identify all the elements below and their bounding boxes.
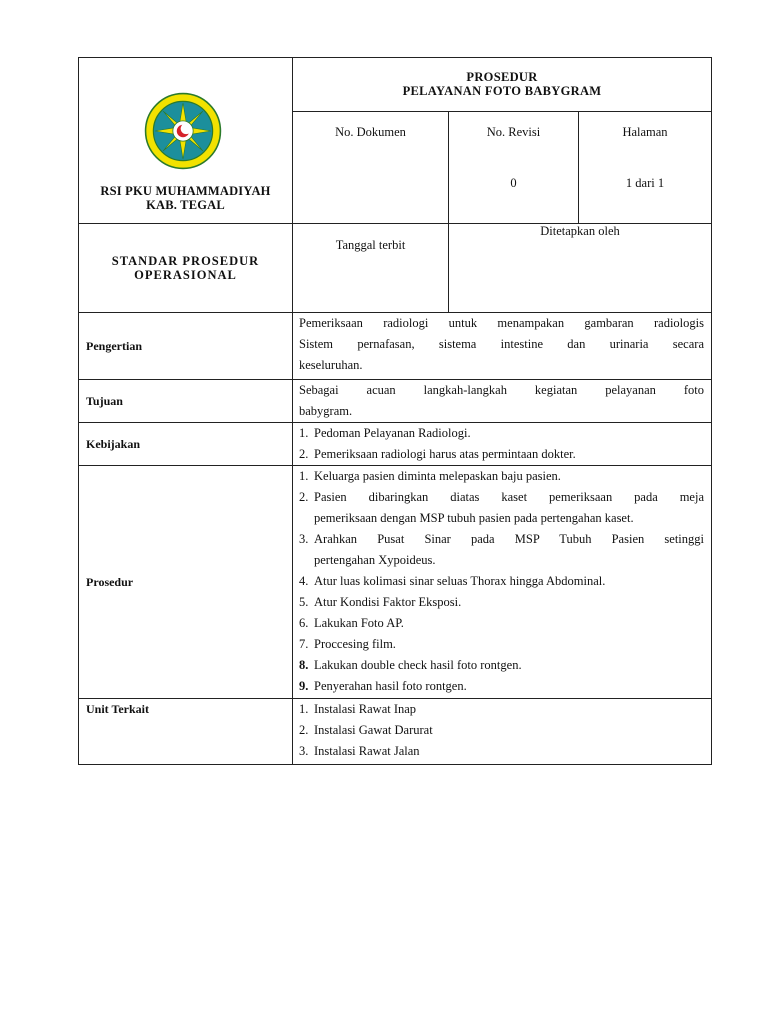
no-revisi-value: 0 xyxy=(510,176,517,190)
list-text: Pedoman Pelayanan Radiologi. xyxy=(314,426,471,440)
tujuan-label: Tujuan xyxy=(79,380,293,423)
kebijakan-content xyxy=(293,423,712,466)
list-item xyxy=(299,529,704,571)
list-text-line: pemeriksaan dengan MSP tubuh pasien pada pertengahan kaset. xyxy=(314,511,634,525)
prosedur-label: Prosedur xyxy=(79,466,293,699)
tujuan-line: babygram. xyxy=(299,404,353,418)
document-title xyxy=(293,58,712,112)
list-text: Lakukan Foto AP. xyxy=(314,616,404,630)
list-item xyxy=(299,676,704,697)
list-number: 3. xyxy=(299,532,309,546)
hospital-logo-cell xyxy=(79,58,293,224)
no-dokumen-label: No. Dokumen xyxy=(335,125,406,139)
sop-content-table xyxy=(78,312,712,765)
title-line2: PELAYANAN FOTO BABYGRAM xyxy=(402,84,602,98)
list-number: 1. xyxy=(299,469,309,483)
list-number: 4. xyxy=(299,574,309,588)
list-item xyxy=(299,444,704,465)
halaman-value: 1 dari 1 xyxy=(625,176,665,190)
halaman-cell xyxy=(579,112,712,224)
list-text: Keluarga pasien diminta melepaskan baju pasien. xyxy=(314,469,561,483)
list-text: Instalasi Gawat Darurat xyxy=(314,723,433,737)
title-line1: PROSEDUR xyxy=(466,70,538,84)
list-text-line: pertengahan Xypoideus. xyxy=(314,553,436,567)
unit-terkait-content xyxy=(293,699,712,765)
pengertian-row xyxy=(79,313,712,380)
list-text: Penyerahan hasil foto rontgen. xyxy=(314,679,467,693)
list-text: Instalasi Rawat Inap xyxy=(314,702,417,716)
list-text: Proccesing film. xyxy=(314,637,396,651)
list-item xyxy=(299,634,704,655)
list-text: Atur Kondisi Faktor Eksposi. xyxy=(314,595,462,609)
sop-line2: OPERASIONAL xyxy=(134,268,237,282)
list-text: Lakukan double check hasil foto rontgen. xyxy=(314,658,522,672)
tujuan-content xyxy=(293,380,712,423)
list-item xyxy=(299,655,704,676)
list-text-line: Pasien dibaringkan diatas kaset pemeriksaan pada meja xyxy=(314,490,704,504)
list-number: 9. xyxy=(299,679,309,693)
list-number: 1. xyxy=(299,426,309,440)
prosedur-row xyxy=(79,466,712,699)
pengertian-label: Pengertian xyxy=(79,313,293,380)
list-number: 2. xyxy=(299,490,309,504)
list-number: 1. xyxy=(299,702,309,716)
hospital-name-line2: KAB. TEGAL xyxy=(146,198,225,212)
list-item xyxy=(299,613,704,634)
unit-terkait-label: Unit Terkait xyxy=(79,699,293,765)
tujuan-line: Sebagai acuan langkah-langkah kegiatan pelayanan foto xyxy=(299,383,704,397)
list-text xyxy=(314,529,704,571)
kebijakan-label: Kebijakan xyxy=(79,423,293,466)
list-number: 6. xyxy=(299,616,309,630)
list-item xyxy=(299,592,704,613)
pengertian-line: Pemeriksaan radiologi untuk menampakan gambaran radiologis xyxy=(299,316,704,330)
ditetapkan-oleh-label: Ditetapkan oleh xyxy=(449,224,712,313)
list-text: Instalasi Rawat Jalan xyxy=(314,744,420,758)
list-item xyxy=(299,720,704,741)
halaman-label: Halaman xyxy=(622,125,668,139)
prosedur-content xyxy=(293,466,712,699)
list-item xyxy=(299,699,704,720)
sop-line1: STANDAR PROSEDUR xyxy=(111,254,260,268)
list-item xyxy=(299,741,704,762)
no-revisi-label: No. Revisi xyxy=(486,125,541,139)
hospital-name xyxy=(79,184,292,212)
tujuan-row xyxy=(79,380,712,423)
list-number: 7. xyxy=(299,637,309,651)
kebijakan-row xyxy=(79,423,712,466)
no-dokumen-cell xyxy=(293,112,449,224)
list-number: 3. xyxy=(299,744,309,758)
pengertian-line: Sistem pernafasan, sistema intestine dan urinaria secara xyxy=(299,337,704,351)
pengertian-content xyxy=(293,313,712,380)
sop-label xyxy=(79,224,293,313)
list-number: 2. xyxy=(299,723,309,737)
list-number: 2. xyxy=(299,447,309,461)
muhammadiyah-sun-emblem-icon xyxy=(144,92,222,170)
no-revisi-cell xyxy=(449,112,579,224)
list-text xyxy=(314,487,704,529)
document-header-table xyxy=(78,57,712,313)
hospital-name-line1: RSI PKU MUHAMMADIYAH xyxy=(100,184,271,198)
list-item xyxy=(299,571,704,592)
list-text: Atur luas kolimasi sinar seluas Thorax hingga Abdominal. xyxy=(314,574,606,588)
unit-terkait-row xyxy=(79,699,712,765)
list-item xyxy=(299,423,704,444)
tanggal-terbit-label: Tanggal terbit xyxy=(293,224,449,313)
list-item xyxy=(299,466,704,487)
list-number: 5. xyxy=(299,595,309,609)
list-item xyxy=(299,487,704,529)
list-text-line: Arahkan Pusat Sinar pada MSP Tubuh Pasien setinggi xyxy=(314,532,704,546)
list-text: Pemeriksaan radiologi harus atas permintaan dokter. xyxy=(314,447,576,461)
pengertian-line: keseluruhan. xyxy=(299,358,363,372)
list-number: 8. xyxy=(299,658,309,672)
